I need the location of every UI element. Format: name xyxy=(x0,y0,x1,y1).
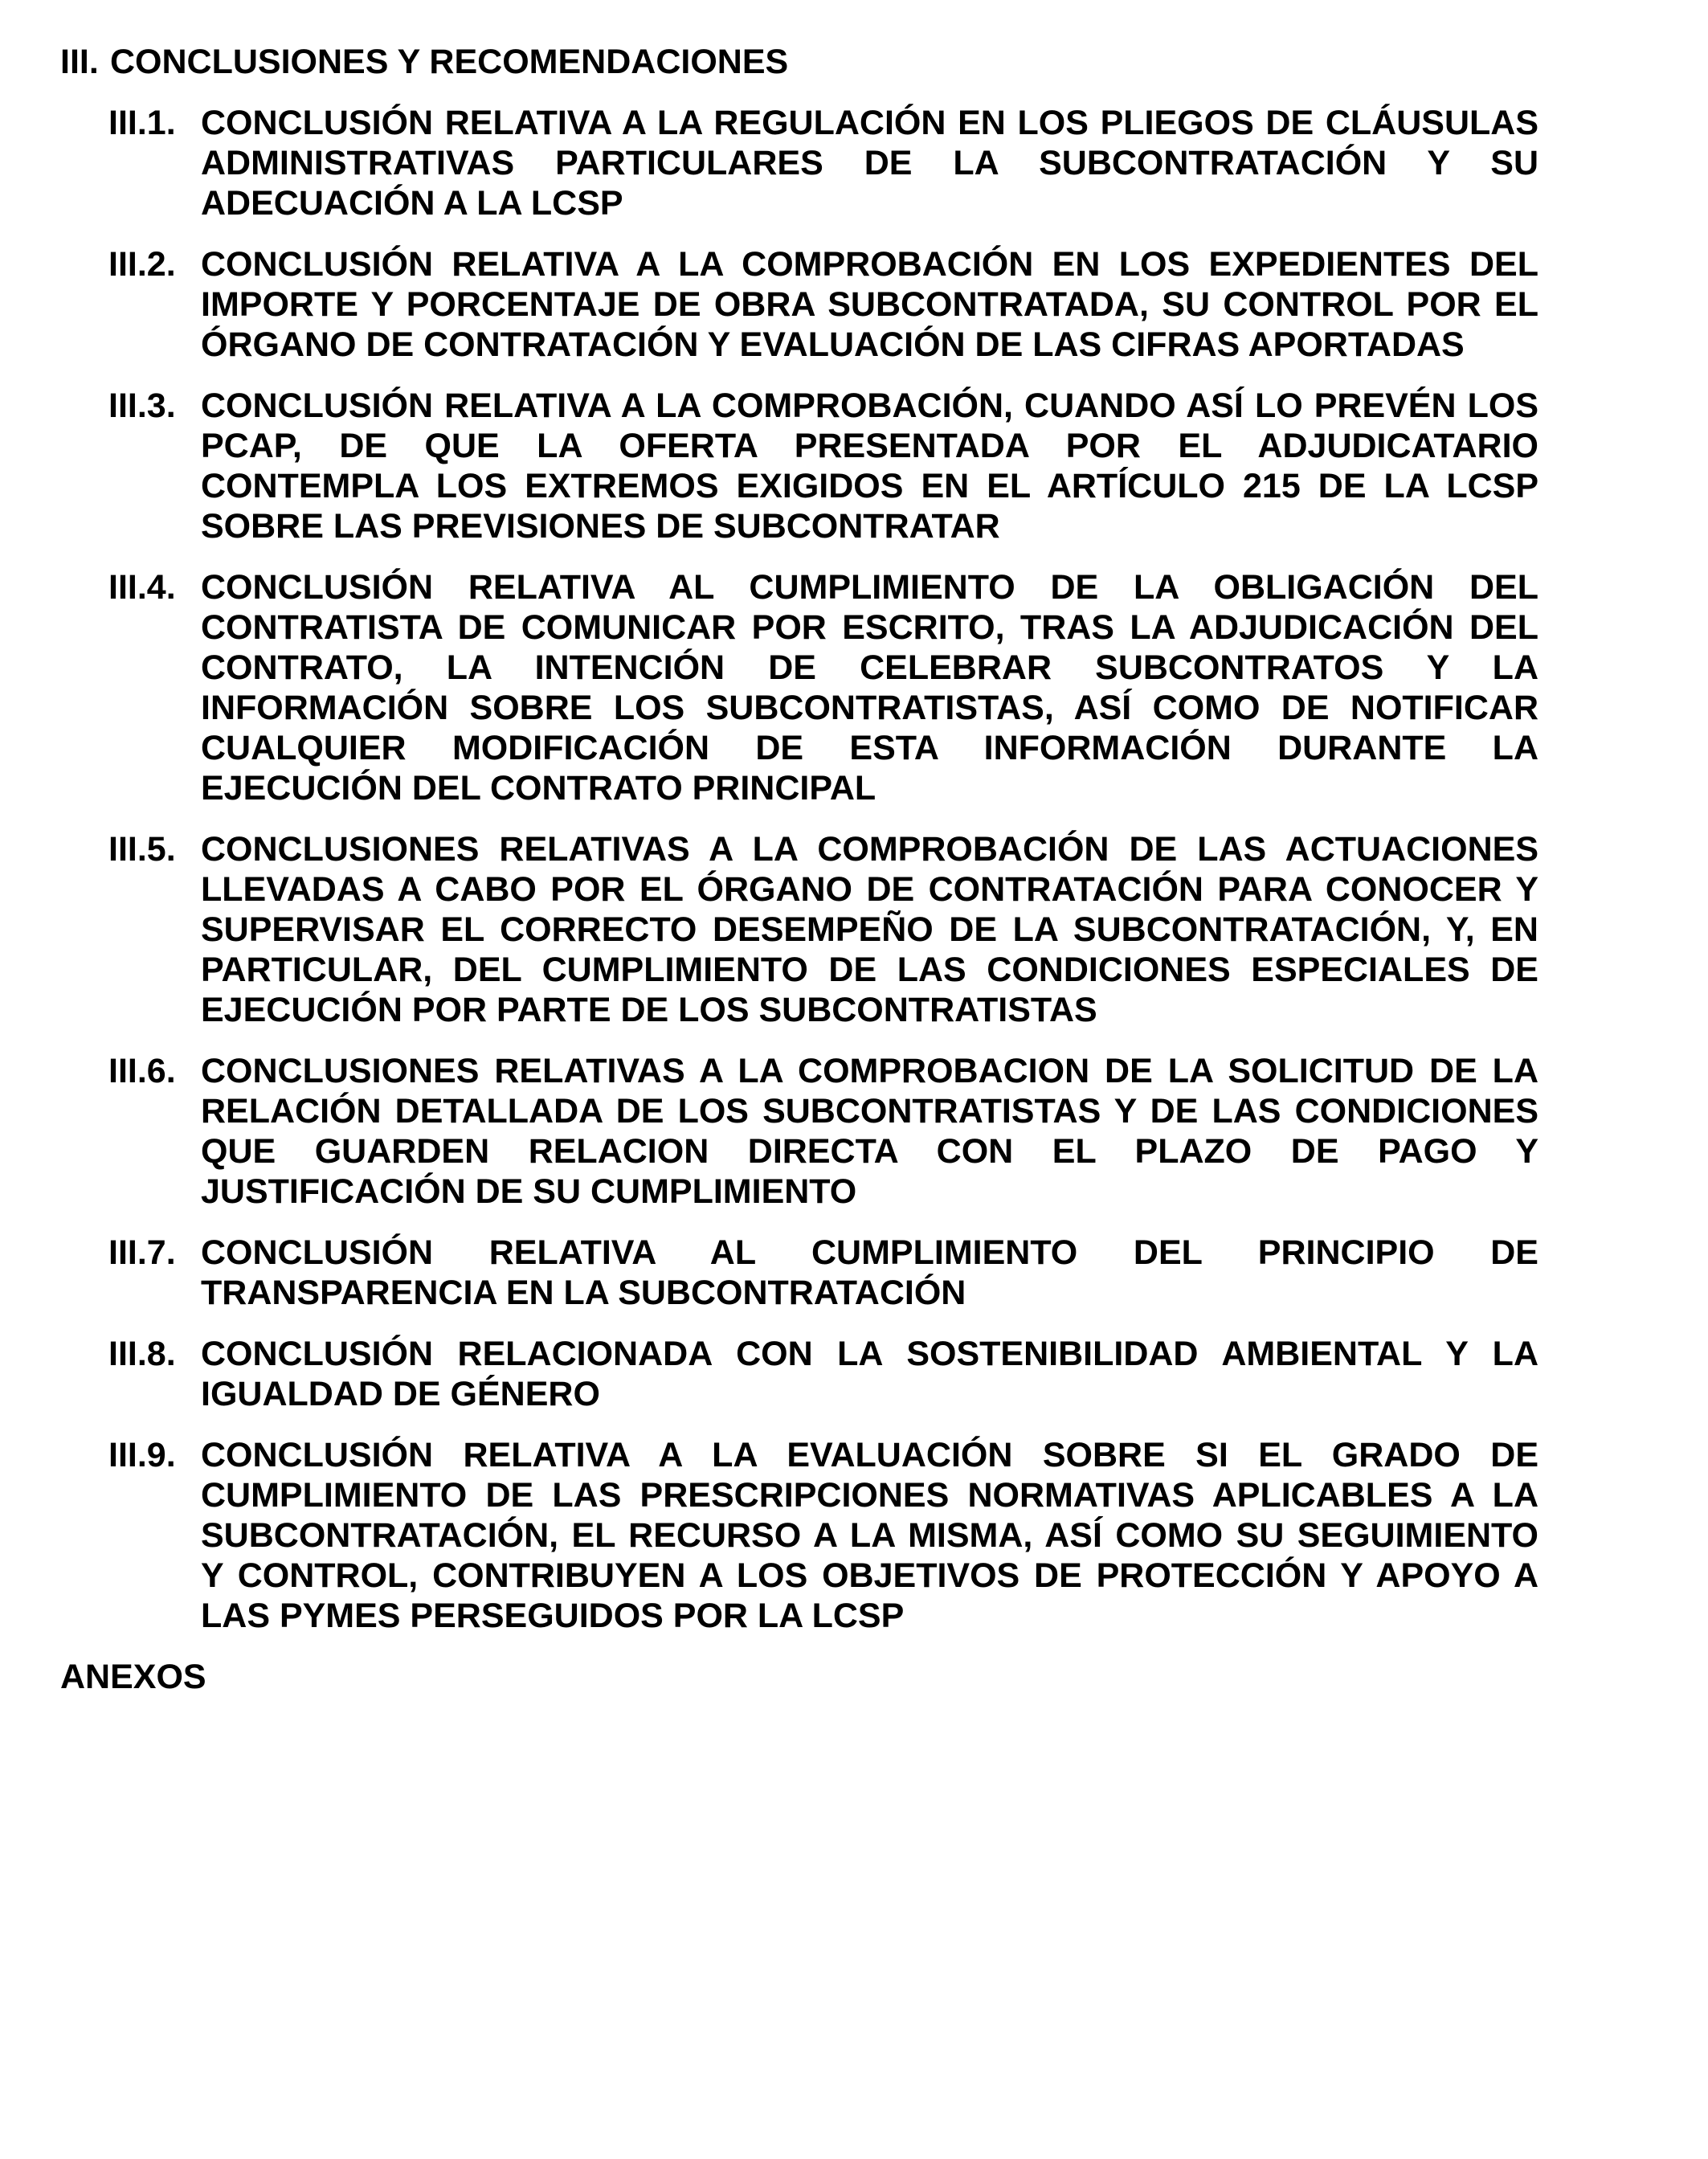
toc-item-line: RELACIÓN DETALLADA DE LOS SUBCONTRATISTAS Y DE LAS CONDICIONES xyxy=(201,1092,1538,1131)
toc-item-line: CONCLUSIONES RELATIVAS A LA COMPROBACION DE LA SOLICITUD DE LA xyxy=(201,1052,1538,1090)
toc-item-line: CONCLUSIÓN RELACIONADA CON LA SOSTENIBILIDAD AMBIENTAL Y LA xyxy=(201,1335,1538,1373)
toc-item-line: CONCLUSIÓN RELATIVA A LA EVALUACIÓN SOBRE SI EL GRADO DE xyxy=(201,1436,1538,1474)
toc-item-line: SUBCONTRATACIÓN, EL RECURSO A LA MISMA, ASÍ COMO SU SEGUIMIENTO xyxy=(201,1516,1538,1555)
toc-item-number: III.3. xyxy=(108,386,176,425)
toc-item-line: IMPORTE Y PORCENTAJE DE OBRA SUBCONTRATADA, SU CONTROL POR EL xyxy=(201,285,1538,324)
toc-item-line: Y CONTROL, CONTRIBUYEN A LOS OBJETIVOS DE PROTECCIÓN Y APOYO A xyxy=(201,1556,1538,1595)
toc-item-number: III.1. xyxy=(108,104,176,142)
toc-item-line: CONTRATO, LA INTENCIÓN DE CELEBRAR SUBCONTRATOS Y LA xyxy=(201,648,1538,687)
toc-item-line: EJECUCIÓN DEL CONTRATO PRINCIPAL xyxy=(201,769,876,808)
toc-item-text xyxy=(201,1435,1538,1636)
toc-item xyxy=(0,1051,1708,1212)
toc-item-line: CONCLUSIÓN RELATIVA A LA REGULACIÓN EN LOS PLIEGOS DE CLÁUSULAS xyxy=(201,104,1538,142)
toc-item-text xyxy=(201,567,1538,808)
toc-item-line: QUE GUARDEN RELACION DIRECTA CON EL PLAZO DE PAGO Y xyxy=(201,1132,1538,1171)
toc-item-number: III.7. xyxy=(108,1233,176,1272)
toc-item xyxy=(0,1334,1708,1414)
toc-item-line: PARTICULAR, DEL CUMPLIMIENTO DE LAS CONDICIONES ESPECIALES DE xyxy=(201,951,1538,989)
toc-item xyxy=(0,1233,1708,1313)
toc-item-line: ÓRGANO DE CONTRATACIÓN Y EVALUACIÓN DE LAS CIFRAS APORTADAS xyxy=(201,325,1465,364)
toc-item xyxy=(0,1435,1708,1636)
toc-item-line: CONTEMPLA LOS EXTREMOS EXIGIDOS EN EL ARTÍCULO 215 DE LA LCSP xyxy=(201,467,1538,505)
toc-item-line: LLEVADAS A CABO POR EL ÓRGANO DE CONTRATACIÓN PARA CONOCER Y xyxy=(201,870,1538,909)
toc-item-line: ADECUACIÓN A LA LCSP xyxy=(201,184,623,223)
toc-item-number: III.2. xyxy=(108,245,176,284)
toc-item-line: TRANSPARENCIA EN LA SUBCONTRATACIÓN xyxy=(201,1274,966,1312)
toc-item-line: SOBRE LAS PREVISIONES DE SUBCONTRATAR xyxy=(201,507,1000,546)
toc-item-line: CONCLUSIONES RELATIVAS A LA COMPROBACIÓN DE LAS ACTUACIONES xyxy=(201,830,1538,869)
toc-item-line: CUMPLIMIENTO DE LAS PRESCRIPCIONES NORMATIVAS APLICABLES A LA xyxy=(201,1476,1538,1515)
toc-item-line: CONCLUSIÓN RELATIVA A LA COMPROBACIÓN EN LOS EXPEDIENTES DEL xyxy=(201,245,1538,284)
toc-item-text xyxy=(201,103,1538,223)
section-heading-number: III. xyxy=(60,43,99,81)
toc-item-line: ADMINISTRATIVAS PARTICULARES DE LA SUBCONTRATACIÓN Y SU xyxy=(201,144,1538,182)
toc-item-line: CONCLUSIÓN RELATIVA AL CUMPLIMIENTO DE LA OBLIGACIÓN DEL xyxy=(201,568,1538,607)
toc-item xyxy=(0,244,1708,365)
toc-item-text xyxy=(201,244,1538,365)
toc-item-line: CUALQUIER MODIFICACIÓN DE ESTA INFORMACIÓN DURANTE LA xyxy=(201,729,1538,767)
toc-item-number: III.4. xyxy=(108,568,176,607)
toc-item-line: CONCLUSIÓN RELATIVA AL CUMPLIMIENTO DEL PRINCIPIO DE xyxy=(201,1233,1538,1272)
toc-item-text xyxy=(201,1233,1538,1313)
toc-list xyxy=(0,103,1708,1636)
toc-item-line: PCAP, DE QUE LA OFERTA PRESENTADA POR EL ADJUDICATARIO xyxy=(201,427,1538,465)
toc-item xyxy=(0,103,1708,223)
toc-item-number: III.6. xyxy=(108,1052,176,1090)
section-heading xyxy=(0,42,1708,82)
toc-item-line: INFORMACIÓN SOBRE LOS SUBCONTRATISTAS, ASÍ COMO DE NOTIFICAR xyxy=(201,689,1538,727)
toc-item xyxy=(0,567,1708,808)
toc-item-number: III.8. xyxy=(108,1335,176,1373)
toc-item-line: CONTRATISTA DE COMUNICAR POR ESCRITO, TRAS LA ADJUDICACIÓN DEL xyxy=(201,608,1538,647)
toc-item-line: CONCLUSIÓN RELATIVA A LA COMPROBACIÓN, CUANDO ASÍ LO PREVÉN LOS xyxy=(201,386,1538,425)
toc-item-line: JUSTIFICACIÓN DE SU CUMPLIMIENTO xyxy=(201,1172,857,1211)
section-heading-title: CONCLUSIONES Y RECOMENDACIONES xyxy=(110,43,789,81)
toc-item-line: IGUALDAD DE GÉNERO xyxy=(201,1375,600,1413)
toc-item-number: III.9. xyxy=(108,1436,176,1474)
toc-item-text xyxy=(201,829,1538,1030)
toc-item-line: EJECUCIÓN POR PARTE DE LOS SUBCONTRATISTAS xyxy=(201,991,1097,1029)
toc-item-line: LAS PYMES PERSEGUIDOS POR LA LCSP xyxy=(201,1597,905,1635)
toc-item-number: III.5. xyxy=(108,830,176,869)
toc-item-text xyxy=(201,1051,1538,1212)
toc-item-text xyxy=(201,1334,1538,1414)
toc-item-text xyxy=(201,386,1538,546)
anexos-heading: ANEXOS xyxy=(60,1658,206,1696)
toc-item xyxy=(0,829,1708,1030)
toc-item xyxy=(0,386,1708,546)
toc-item-line: SUPERVISAR EL CORRECTO DESEMPEÑO DE LA SUBCONTRATACIÓN, Y, EN xyxy=(201,910,1538,949)
